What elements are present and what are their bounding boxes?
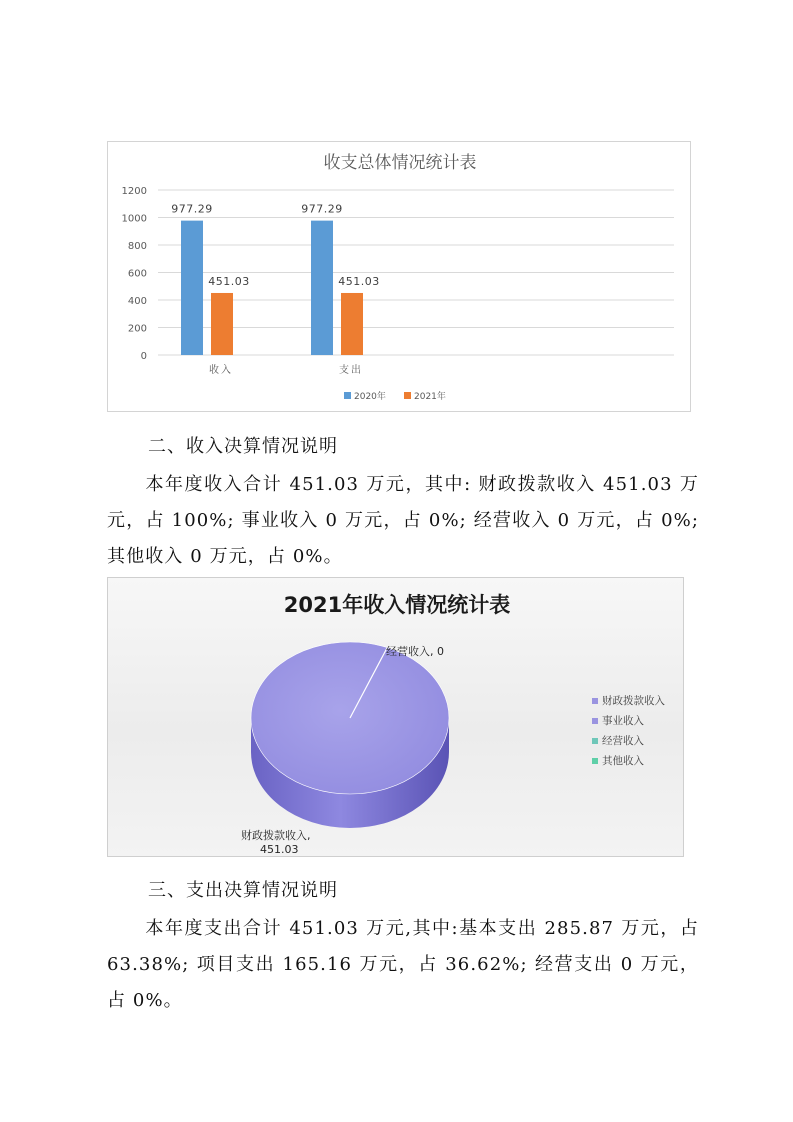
- pie-legend-swatch: [592, 758, 598, 764]
- legend-swatch: [404, 392, 411, 399]
- pie-chart-svg: [108, 578, 685, 858]
- overall-bar-chart: [107, 141, 691, 412]
- expense-paragraph: [107, 911, 699, 1019]
- bar-1-1: [341, 293, 363, 355]
- income-paragraph: [107, 467, 699, 575]
- bar-chart-title: 收支总体情况统计表: [323, 153, 477, 173]
- y-tick-label: 200: [127, 323, 147, 335]
- pie-legend-swatch: [592, 738, 598, 744]
- bar-data-label: 451.03: [208, 274, 250, 288]
- pie-legend-label: 事业收入: [602, 715, 644, 727]
- x-tick-label: 收入: [209, 365, 233, 376]
- pie-legend-swatch: [592, 718, 598, 724]
- pie-legend-label: 其他收入: [602, 755, 644, 767]
- bar-chart-svg: [108, 142, 692, 413]
- income-text: 本年度收入合计 451.03 万元，其中: 财政拨款收入 451.03 万元，占 100%; 事业收入 0 万元，占 0%; 经营收入 0 万元，占 0%; 其他收入 0 万元，占 0%。: [107, 474, 699, 567]
- bar-0-0: [181, 221, 203, 355]
- bar-1-0: [211, 293, 233, 355]
- income-heading: 二、收入决算情况说明: [148, 436, 338, 457]
- pie-label-main: 财政拨款收入,: [241, 829, 311, 842]
- expense-text: 本年度支出合计 451.03 万元,其中:基本支出 285.87 万元，占 63.38%; 项目支出 165.16 万元，占 36.62%; 经营支出 0 万元，占 0%。: [107, 918, 699, 1011]
- expense-heading: 三、支出决算情况说明: [148, 880, 338, 901]
- legend-swatch: [344, 392, 351, 399]
- x-tick-label: 支出: [339, 365, 363, 376]
- y-tick-label: 1000: [121, 213, 147, 225]
- pie-label-main-value: 451.03: [260, 843, 299, 856]
- pie-legend-swatch: [592, 698, 598, 704]
- y-tick-label: 800: [127, 241, 147, 252]
- y-tick-label: 0: [140, 351, 147, 362]
- pie-label-small: 经营收入, 0: [386, 645, 444, 658]
- bar-data-label: 977.29: [301, 202, 343, 216]
- y-tick-label: 1200: [121, 186, 147, 197]
- bar-0-1: [311, 221, 333, 355]
- y-tick-label: 400: [127, 296, 147, 307]
- pie-legend-label: 财政拨款收入: [602, 695, 665, 707]
- bar-data-label: 451.03: [338, 274, 380, 288]
- y-tick-label: 600: [127, 268, 147, 280]
- legend-label: 2021年: [414, 392, 446, 402]
- pie-chart-title: 2021年收入情况统计表: [283, 593, 511, 617]
- pie-legend-label: 经营收入: [602, 735, 644, 747]
- legend-label: 2020年: [354, 392, 386, 402]
- income-pie-chart: [107, 577, 684, 857]
- bar-data-label: 977.29: [171, 202, 213, 216]
